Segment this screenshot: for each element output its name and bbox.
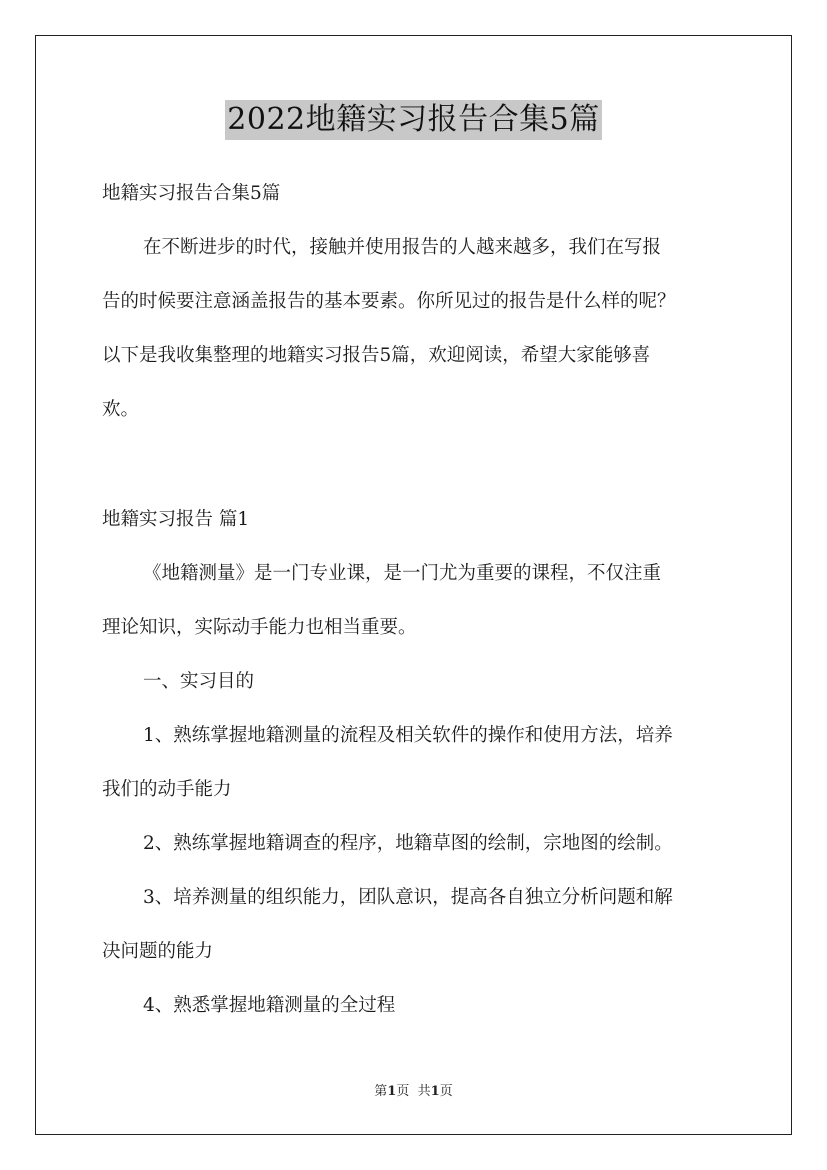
footer-total-suffix: 页 <box>439 1084 453 1099</box>
list-item: 4、熟悉掌握地籍测量的全过程 <box>143 995 396 1016</box>
list-item: 2、熟练掌握地籍调查的程序，地籍草图的绘制，宗地图的绘制。 <box>143 833 673 854</box>
list-item-continuation: 决问题的能力 <box>102 941 214 962</box>
paragraph-line: 在不断进步的时代，接触并使用报告的人越来越多，我们在写报 <box>143 237 662 258</box>
footer-page-suffix: 页 <box>396 1084 410 1099</box>
list-item: 1、熟练掌握地籍测量的流程及相关软件的操作和使用方法，培养 <box>143 725 673 746</box>
page-footer <box>0 1083 827 1101</box>
paragraph-line: 告的时候要注意涵盖报告的基本要素。你所见过的报告是什么样的呢？ <box>102 291 676 312</box>
list-item: 3、培养测量的组织能力，团队意识，提高各自独立分析问题和解 <box>143 887 673 908</box>
paragraph-line: 以下是我收集整理的地籍实习报告5篇，欢迎阅读，希望大家能够喜 <box>102 345 651 366</box>
subsection-heading: 一、实习目的 <box>143 671 255 692</box>
footer-total-number: 1 <box>430 1084 440 1099</box>
footer-total-prefix: 共 <box>417 1084 431 1099</box>
section-heading: 地籍实习报告 篇1 <box>102 509 250 530</box>
document-title: 2022地籍实习报告合集5篇 <box>225 100 601 140</box>
footer-page-number: 1 <box>387 1084 397 1099</box>
list-item-continuation: 我们的动手能力 <box>102 779 232 800</box>
subtitle-line: 地籍实习报告合集5篇 <box>102 183 281 204</box>
title-container <box>0 100 827 140</box>
paragraph-line: 理论知识，实际动手能力也相当重要。 <box>102 617 417 638</box>
paragraph-line: 《地籍测量》是一门专业课，是一门尤为重要的课程，不仅注重 <box>143 563 662 584</box>
paragraph-line: 欢。 <box>102 399 140 420</box>
footer-page-prefix: 第 <box>374 1084 388 1099</box>
